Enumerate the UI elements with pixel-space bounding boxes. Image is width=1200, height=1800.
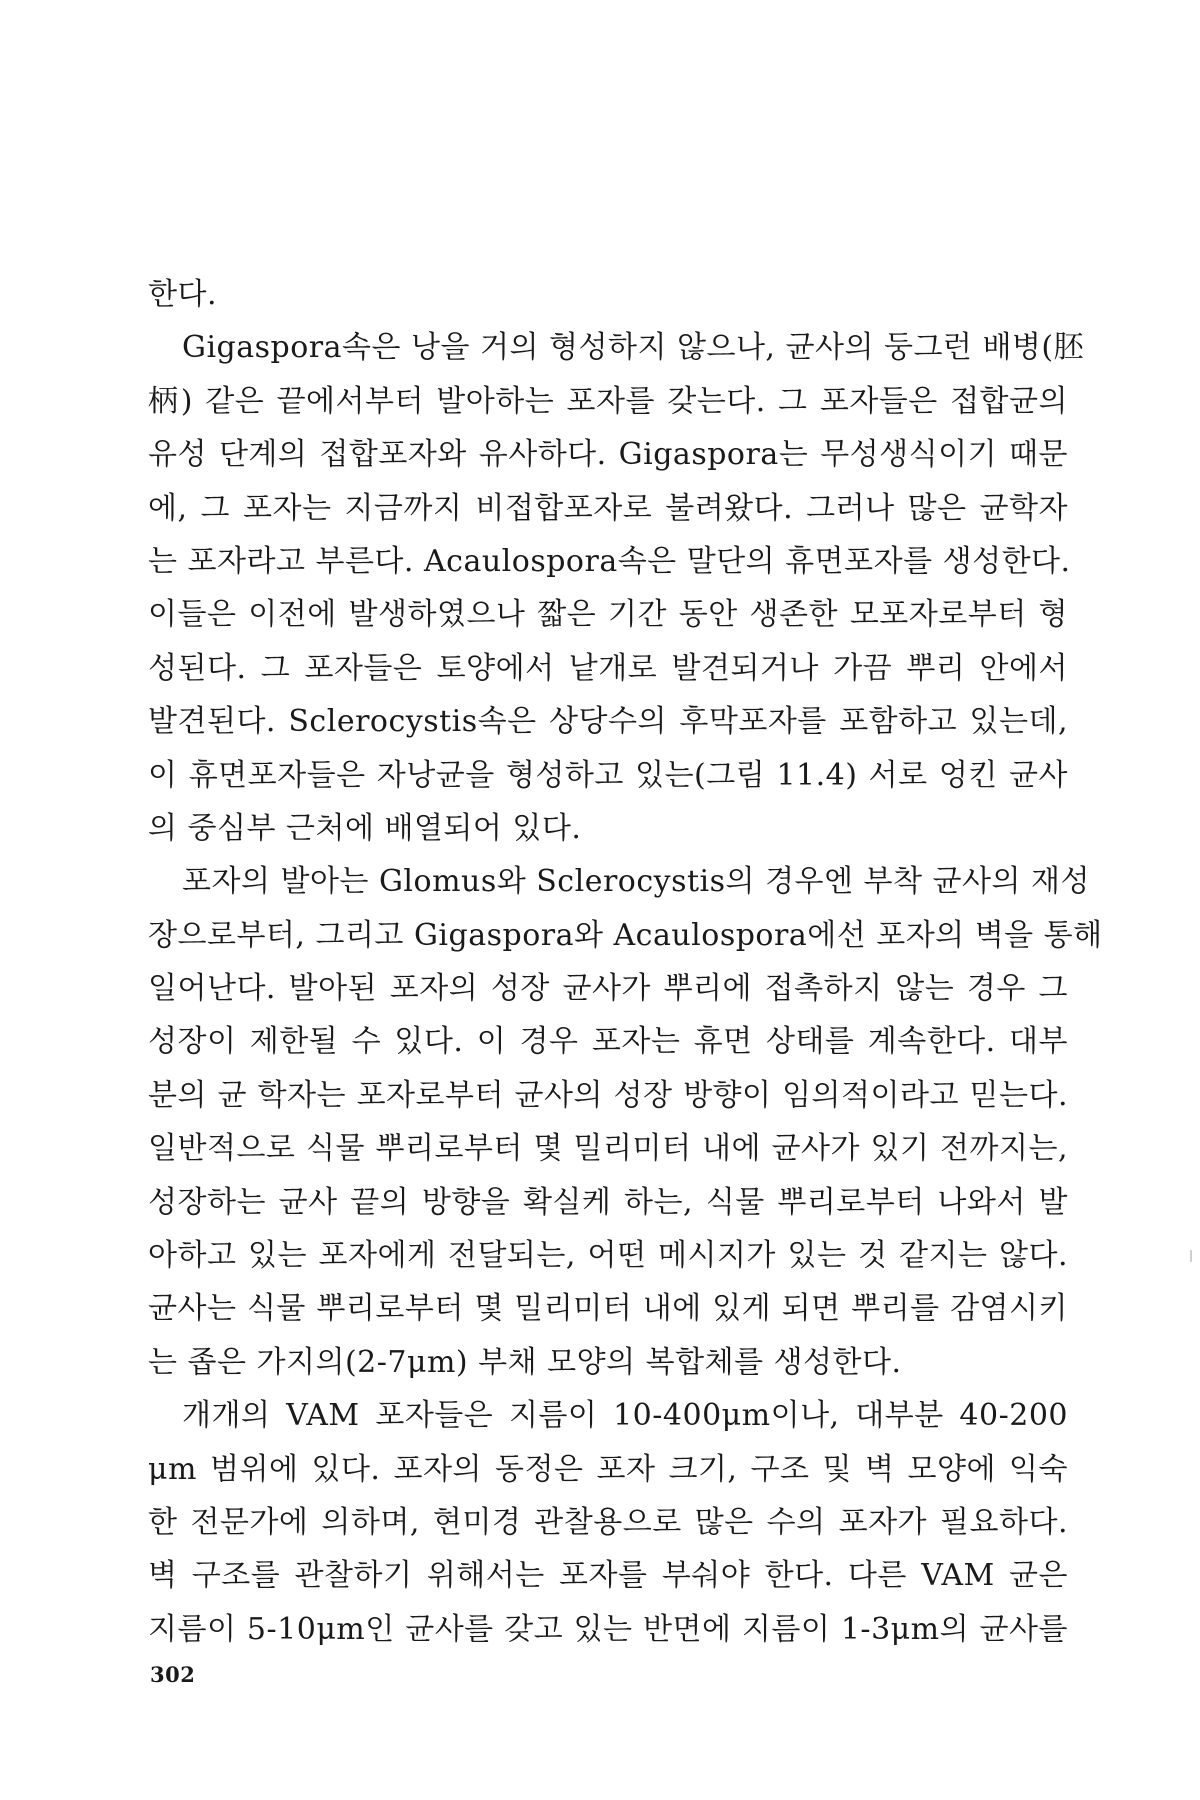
text-line: 이 휴면포자들은 자낭균을 형성하고 있는(그림 11.4) 서로 엉킨 균사 — [148, 757, 1068, 793]
text-line: 성된다. 그 포자들은 토양에서 낱개로 발견되거나 가끔 뿌리 안에서 — [148, 650, 1068, 686]
text-line: 이들은 이전에 발생하였으나 짧은 기간 동안 생존한 모포자로부터 형 — [148, 597, 1068, 633]
body-text — [148, 268, 1103, 1656]
text-line: 개개의 VAM 포자들은 지름이 10-400μm이나, 대부분 40-200 — [182, 1398, 1068, 1434]
scan-edge-mark — [1190, 1250, 1192, 1262]
text-line: 균사는 식물 뿌리로부터 몇 밀리미터 내에 있게 되면 뿌리를 감염시키 — [148, 1291, 1068, 1327]
text-line: 포자의 발아는 Glomus와 Sclerocystis의 경우엔 부착 균사의 재성 — [182, 864, 1090, 900]
text-line: 柄) 같은 끝에서부터 발아하는 포자를 갖는다. 그 포자들은 접합균의 — [148, 383, 1068, 419]
text-line: 의 중심부 근처에 배열되어 있다. — [148, 810, 582, 846]
text-line: 일반적으로 식물 뿌리로부터 몇 밀리미터 내에 균사가 있기 전까지는, — [148, 1131, 1068, 1167]
text-line: 분의 균 학자는 포자로부터 균사의 성장 방향이 임의적이라고 믿는다. — [148, 1077, 1068, 1113]
text-line: 지름이 5-10μm인 균사를 갖고 있는 반면에 지름이 1-3μm의 균사를 — [148, 1611, 1068, 1647]
text-line: 발견된다. Sclerocystis속은 상당수의 후막포자를 포함하고 있는데, — [148, 704, 1068, 740]
text-line: 는 포자라고 부른다. Acaulospora속은 말단의 휴면포자를 생성한다. — [148, 543, 1071, 579]
text-line: 한 전문가에 의하며, 현미경 관찰용으로 많은 수의 포자가 필요하다. — [148, 1504, 1068, 1540]
text-line: 한다. — [148, 277, 217, 312]
text-line: Gigaspora속은 낭을 거의 형성하지 않으나, 균사의 둥그런 배병(胚 — [182, 330, 1085, 366]
text-line: 일어난다. 발아된 포자의 성장 균사가 뿌리에 접촉하지 않는 경우 그 — [148, 971, 1068, 1007]
text-line: 유성 단계의 접합포자와 유사하다. Gigaspora는 무성생식이기 때문 — [148, 437, 1068, 473]
text-line: 아하고 있는 포자에게 전달되는, 어떤 메시지가 있는 것 같지는 않다. — [148, 1238, 1068, 1274]
text-line: 는 좁은 가지의(2-7μm) 부채 모양의 복합체를 생성한다. — [148, 1344, 902, 1380]
page-number: 302 — [150, 1662, 196, 1687]
text-line: 에, 그 포자는 지금까지 비접합포자로 불려왔다. 그러나 많은 균학자 — [148, 490, 1068, 526]
text-line: μm 범위에 있다. 포자의 동정은 포자 크기, 구조 및 벽 모양에 익숙 — [148, 1451, 1068, 1487]
text-line: 장으로부터, 그리고 Gigaspora와 Acaulospora에선 포자의 벽을 통해 — [148, 917, 1103, 953]
text-line: 벽 구조를 관찰하기 위해서는 포자를 부숴야 한다. 다른 VAM 균은 — [148, 1558, 1068, 1594]
text-line: 성장이 제한될 수 있다. 이 경우 포자는 휴면 상태를 계속한다. 대부 — [148, 1024, 1068, 1060]
text-line: 성장하는 균사 끝의 방향을 확실케 하는, 식물 뿌리로부터 나와서 발 — [148, 1184, 1068, 1220]
